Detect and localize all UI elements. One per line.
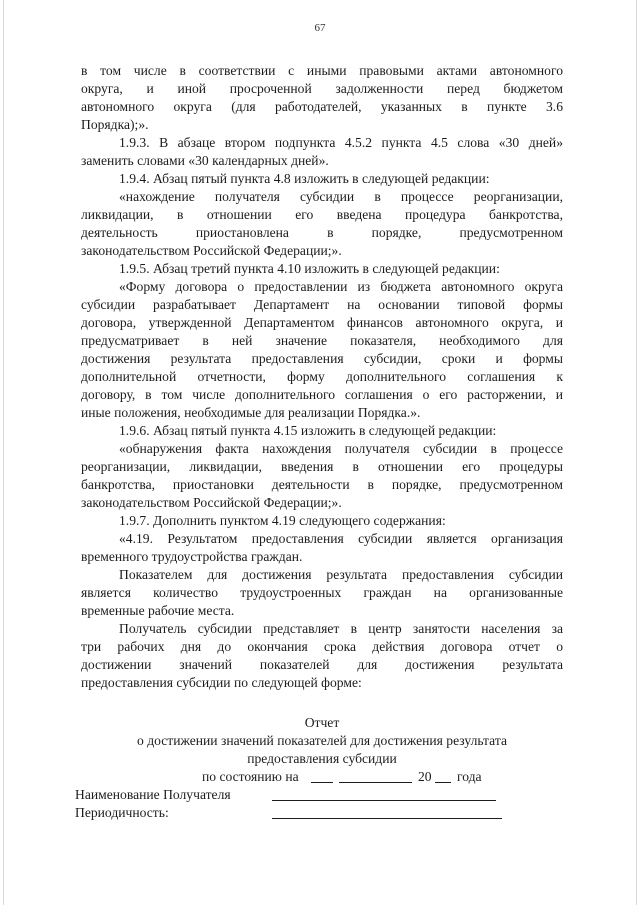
text-line: договора, утвержденной Департаментом финансов автономного округа, и xyxy=(81,315,563,330)
text-line: иные положения, необходимые для реализации Порядка.». xyxy=(81,405,421,420)
text-line: является количество трудоустроенных граждан на организованные xyxy=(81,585,563,600)
periodicity-blank xyxy=(272,818,502,819)
text-line: 1.9.4. Абзац пятый пункта 4.8 изложить в следующей редакции: xyxy=(119,171,490,186)
recipient-row xyxy=(75,786,563,804)
report-subtitle: предоставления субсидии xyxy=(247,751,397,766)
as-of-label: по состоянию на xyxy=(202,769,299,784)
text-line: договору, в том числе дополнительного соглашения о его расторжении, и xyxy=(81,387,563,402)
text-line: Получатель субсидии представляет в центр занятости населения за xyxy=(119,621,563,636)
year-blank xyxy=(435,782,451,783)
as-of-date-row xyxy=(81,768,563,786)
text-line: заменить словами «30 календарных дней». xyxy=(81,153,329,168)
text-line: субсидии разрабатывает Департамент на основании типовой формы xyxy=(81,297,563,312)
text-line: реорганизации, ликвидации, введения в отношении его процедуры xyxy=(81,459,563,474)
text-line: 1.9.6. Абзац пятый пункта 4.15 изложить в следующей редакции: xyxy=(119,423,497,438)
report-title: Отчет xyxy=(304,715,340,730)
text-line: законодательством Российской Федерации;». xyxy=(81,243,342,258)
day-blank xyxy=(311,782,333,783)
text-line: автономного округа (для работодателей, указанных в пункте 3.6 xyxy=(81,99,563,114)
text-line: три рабочих дня до окончания срока действия договора отчет о xyxy=(81,639,563,654)
document-body xyxy=(75,62,563,822)
text-line: Порядка);». xyxy=(81,117,149,132)
text-line: ликвидации, в отношении его введена процедура банкротства, xyxy=(81,207,563,222)
page-left-edge xyxy=(3,0,4,905)
periodicity-row xyxy=(75,804,563,822)
page-right-edge xyxy=(636,0,637,905)
text-line: банкротства, приостановки деятельности в порядке, предусмотренном xyxy=(81,477,563,492)
text-line: округа, и иной просроченной задолженности перед бюджетом xyxy=(81,81,563,96)
text-line: в том числе в соответствии с иными правовыми актами автономного xyxy=(81,63,563,78)
text-line: 1.9.7. Дополнить пунктом 4.19 следующего содержания: xyxy=(119,513,446,528)
text-line: 1.9.3. В абзаце втором подпункта 4.5.2 пункта 4.5 слова «30 дней» xyxy=(119,135,563,150)
page-number: 67 xyxy=(314,22,326,34)
text-line: предусматривает в ней значение показателя, необходимого для xyxy=(81,333,563,348)
periodicity-label: Периодичность: xyxy=(75,805,169,820)
text-line: «нахождение получателя субсидии в процессе реорганизации, xyxy=(119,189,563,204)
text-line: «4.19. Результатом предоставления субсидии является организация xyxy=(119,531,563,546)
text-line: законодательством Российской Федерации;». xyxy=(81,495,342,510)
recipient-label: Наименование Получателя xyxy=(75,787,231,802)
text-line: «Форму договора о предоставлении из бюджета автономного округа xyxy=(119,279,563,294)
text-line: деятельность приостановлена в порядке, предусмотренном xyxy=(81,225,563,240)
year-prefix: 20 xyxy=(418,769,432,784)
year-suffix: года xyxy=(457,769,482,784)
text-line: временного трудоустройства граждан. xyxy=(81,549,303,564)
report-subtitle: о достижении значений показателей для достижения результата xyxy=(137,733,507,748)
text-line: достижении значений показателей для достижения результата xyxy=(81,657,563,672)
text-line: предоставления субсидии по следующей форме: xyxy=(81,675,362,690)
text-line: временные рабочие места. xyxy=(81,603,235,618)
section-spacer xyxy=(81,692,563,714)
text-line: достижения результата предоставления субсидии, сроки и формы xyxy=(81,351,563,366)
text-line: «обнаружения факта нахождения получателя субсидии в процессе xyxy=(119,441,563,456)
text-line: Показателем для достижения результата предоставления субсидии xyxy=(119,567,563,582)
text-line: дополнительной отчетности, форму дополнительного соглашения к xyxy=(81,369,563,384)
recipient-blank xyxy=(272,800,496,801)
month-blank xyxy=(339,782,412,783)
text-line: 1.9.5. Абзац третий пункта 4.10 изложить в следующей редакции: xyxy=(119,261,500,276)
